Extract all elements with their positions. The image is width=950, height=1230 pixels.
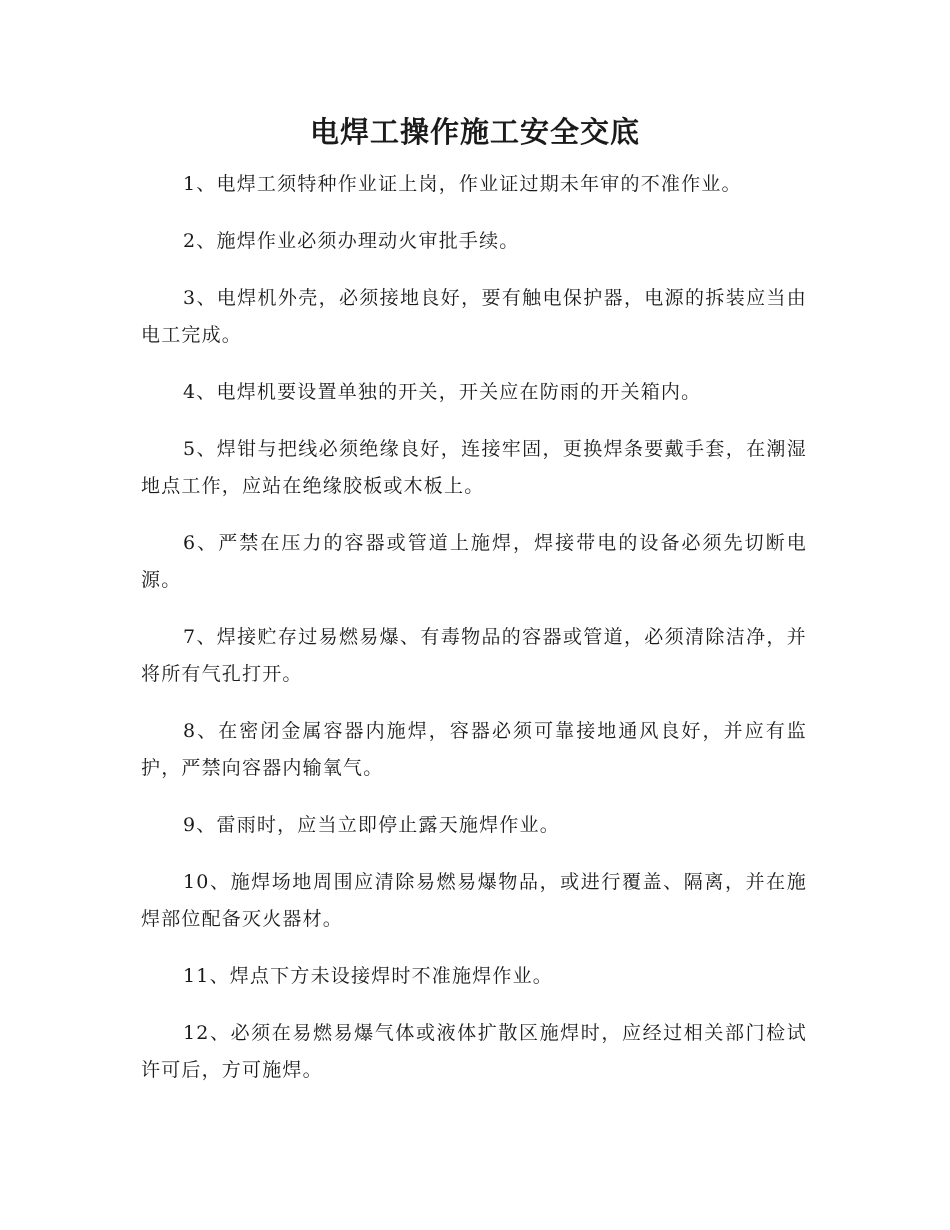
rule-item-11: 11、焊点下方未设接焊时不准施焊作业。 bbox=[183, 965, 553, 987]
rule-item-8: 8、在密闭金属容器内施焊，容器必须可靠接地通风良好，并应有监护，严禁向容器内输氧气。 bbox=[141, 720, 807, 779]
rule-item-5: 5、焊钳与把线必须绝缘良好，连接牢固，更换焊条要戴手套，在潮湿地点工作，应站在绝缘胶板或木板上。 bbox=[141, 438, 807, 497]
rule-item-2: 2、施焊作业必须办理动火审批手续。 bbox=[183, 230, 520, 252]
document-body bbox=[141, 166, 807, 1109]
document-title: 电焊工操作施工安全交底 bbox=[309, 115, 640, 149]
rule-item-4: 4、电焊机要设置单独的开关，开关应在防雨的开关箱内。 bbox=[183, 381, 702, 403]
rule-item-7: 7、焊接贮存过易燃易爆、有毒物品的容器或管道，必须清除洁净，并将所有气孔打开。 bbox=[141, 626, 807, 685]
rule-item-6: 6、严禁在压力的容器或管道上施焊，焊接带电的设备必须先切断电源。 bbox=[141, 532, 807, 591]
rule-item-10: 10、施焊场地周围应清除易燃易爆物品，或进行覆盖、隔离，并在施焊部位配备灭火器材。 bbox=[141, 871, 807, 930]
rule-item-12: 12、必须在易燃易爆气体或液体扩散区施焊时，应经过相关部门检试许可后，方可施焊。 bbox=[141, 1022, 807, 1081]
rule-item-3: 3、电焊机外壳，必须接地良好，要有触电保护器，电源的拆装应当由电工完成。 bbox=[141, 287, 807, 346]
rule-item-1: 1、电焊工须特种作业证上岗，作业证过期未年审的不准作业。 bbox=[183, 173, 742, 195]
rule-item-9: 9、雷雨时，应当立即停止露天施焊作业。 bbox=[183, 814, 560, 836]
